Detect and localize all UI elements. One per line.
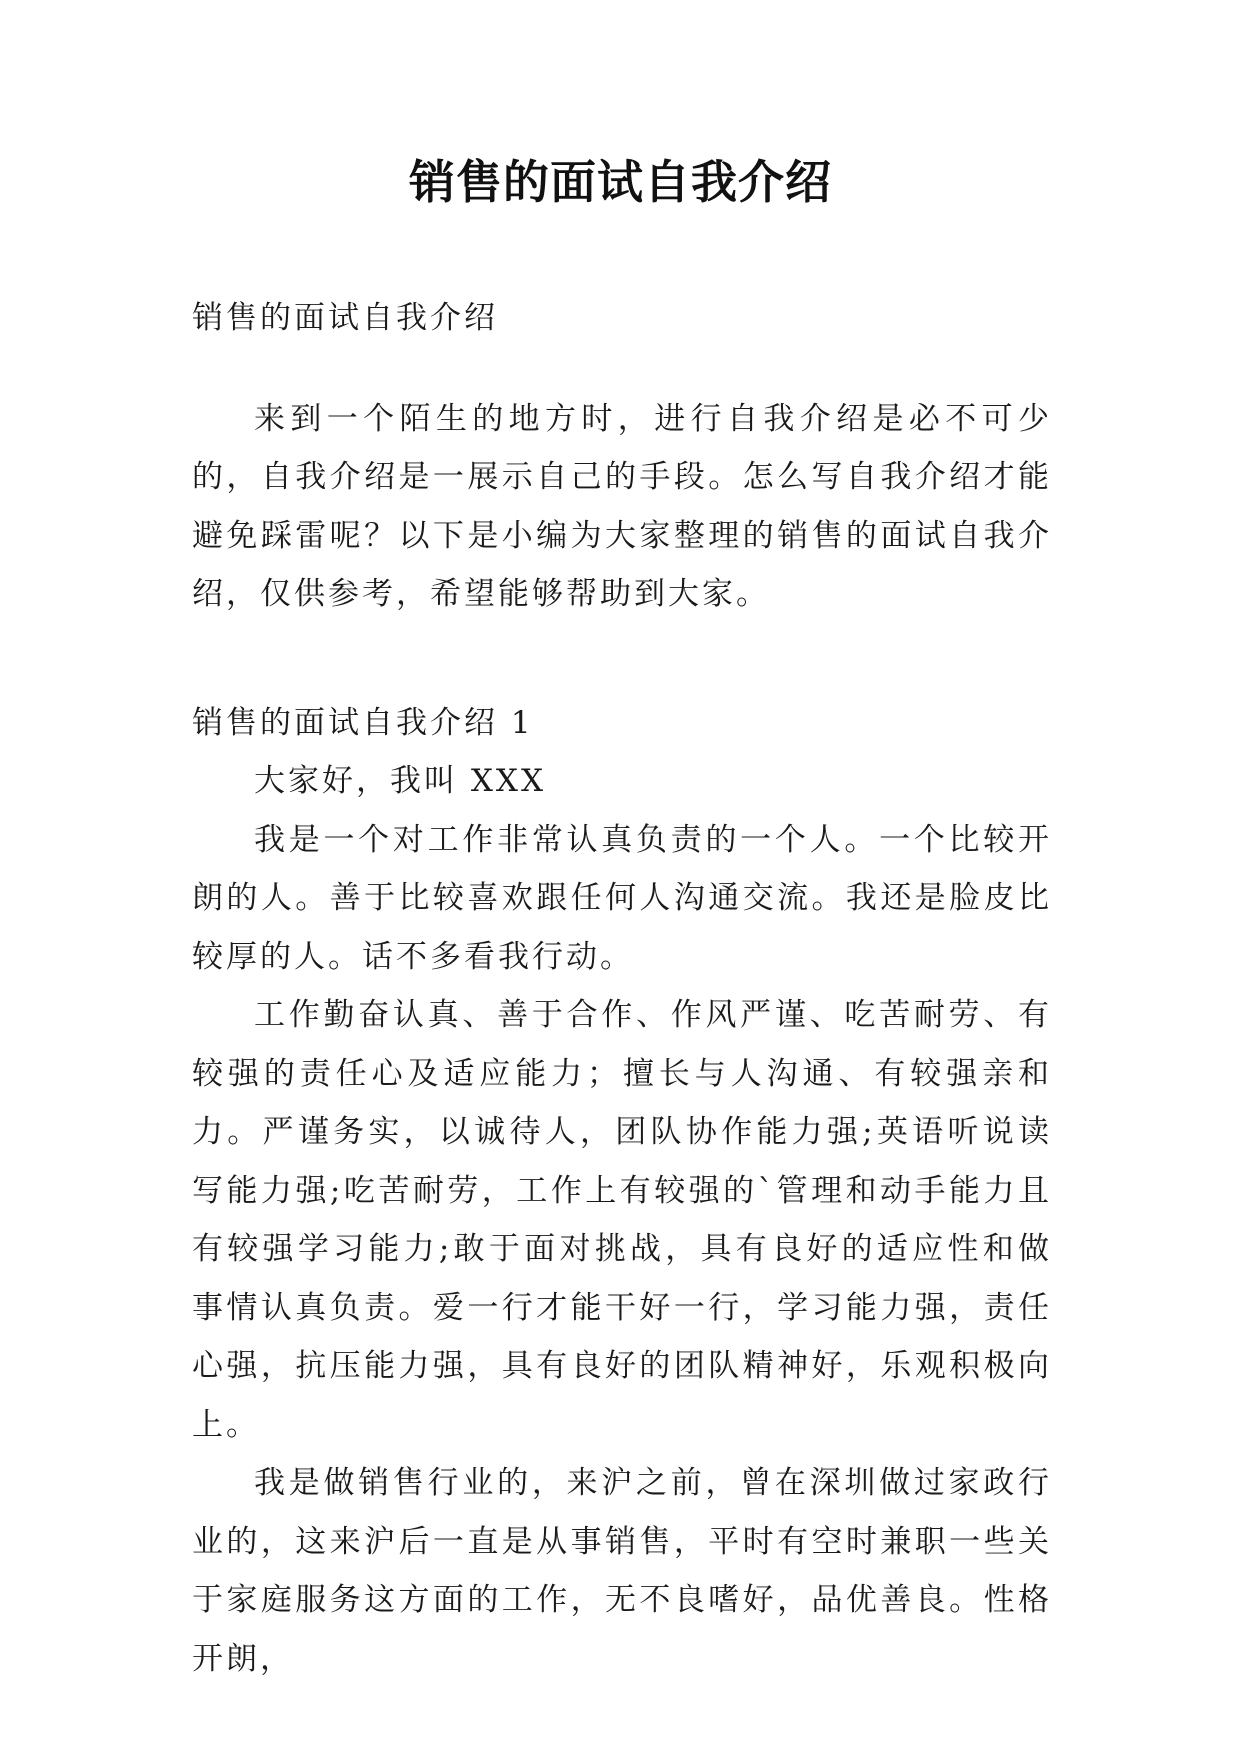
document-title: 销售的面试自我介绍 [409, 155, 832, 209]
body-paragraph: 我是做销售行业的，来沪之前，曾在深圳做过家政行业的，这来沪后一直是从事销售，平时有空时兼职一些关于家庭服务这方面的工作，无不良嗜好，品优善良。性格开朗， [192, 1465, 1052, 1677]
body-paragraph: 我是一个对工作非常认真负责的一个人。一个比较开朗的人。善于比较喜欢跟任何人沟通交流。我还是脸皮比较厚的人。话不多看我行动。 [192, 821, 1052, 975]
intro-paragraph: 来到一个陌生的地方时，进行自我介绍是必不可少的，自我介绍是一展示自己的手段。怎么写自我介绍才能避免踩雷呢？以下是小编为大家整理的销售的面试自我介绍，仅供参考，希望能够帮助到大家。 [192, 400, 1052, 612]
document-subtitle: 销售的面试自我介绍 [192, 300, 498, 336]
spacer [192, 348, 1052, 390]
section-heading: 销售的面试自我介绍 1 [192, 704, 534, 741]
document-body [192, 289, 1052, 1688]
greeting-line: 大家好，我叫 XXX [254, 763, 547, 799]
spacer [192, 624, 1052, 694]
body-paragraph: 工作勤奋认真、善于合作、作风严谨、吃苦耐劳、有较强的责任心及适应能力；擅长与人沟通、有较强亲和力。严谨务实，以诚待人，团队协作能力强;英语听说读写能力强;吃苦耐劳，工作上有较强的`管理和动手能力且有较强学习能力;敢于面对挑战，具有良好的适应性和做事情认真负责。爱一行才能干好一行，学习能力强，责任心强，抗压能力强，具有良好的团队精神好，乐观积极向上。 [192, 997, 1052, 1443]
